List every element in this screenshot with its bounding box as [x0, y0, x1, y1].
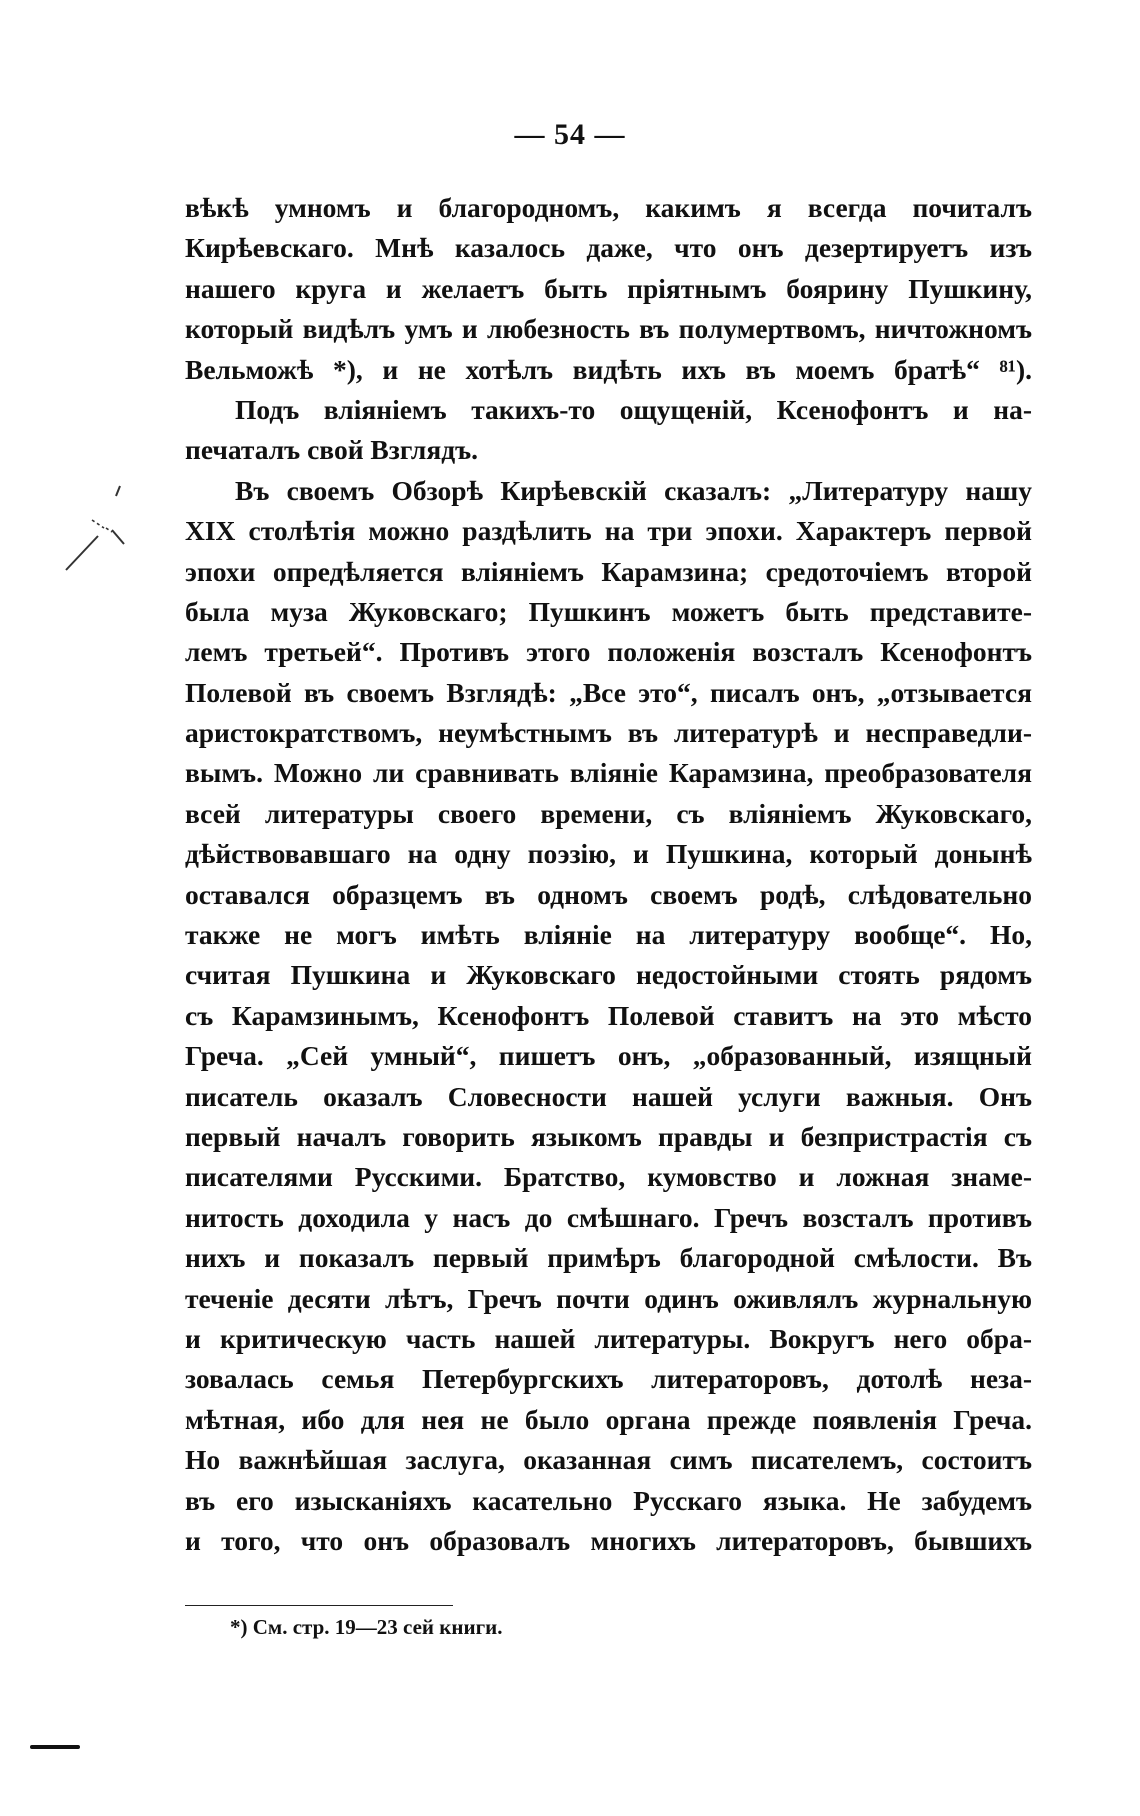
- text-line: зовалась семья Петербургскихъ литераторовъ, дотолѣ неза-: [185, 1363, 1032, 1395]
- text-line: мѣтная, ибо для нея не было органа прежде появленія Греча.: [185, 1403, 1032, 1435]
- text-line: эпохи опредѣляется вліяніемъ Карамзина; средоточіемъ второй: [185, 555, 1032, 587]
- text-line: вымъ. Можно ли сравнивать вліяніе Карамзина, преобразователя: [185, 757, 1032, 789]
- text-line: Въ своемъ Обзорѣ Кирѣевскій сказалъ: „Литературу нашу: [235, 474, 1032, 506]
- text-line: и того, что онъ образовалъ многихъ литераторовъ, бывшихъ: [185, 1524, 1032, 1556]
- text-line: аристократствомъ, неумѣстнымъ въ литературѣ и несправедли-: [185, 717, 1032, 749]
- text-line: печаталъ свой Взглядъ.: [185, 434, 479, 466]
- text-line: первый началъ говорить языкомъ правды и безпристрастія съ: [185, 1120, 1032, 1152]
- text-line: теченіе десяти лѣтъ, Гречъ почти одинъ оживлялъ журнальную: [185, 1282, 1032, 1314]
- text-line: XIX столѣтія можно раздѣлить на три эпохи. Характеръ первой: [185, 515, 1032, 547]
- page-edge-mark: [30, 1745, 80, 1749]
- text-line: нашего круга и желаетъ быть пріятнымъ боярину Пушкину,: [185, 272, 1032, 304]
- footnote-rule: [185, 1605, 453, 1606]
- text-line: писатель оказалъ Словесности нашей услуги важныя. Онъ: [185, 1080, 1032, 1112]
- text-line: Подъ вліяніемъ такихъ-то ощущеній, Ксенофонтъ и на-: [235, 393, 1032, 425]
- text-line: дѣйствовавшаго на одну поэзію, и Пушкина, который донынѣ: [185, 838, 1032, 870]
- text-line: въ его изысканіяхъ касательно Русскаго языка. Не забудемъ: [185, 1484, 1032, 1516]
- text-line: нихъ и показалъ первый примѣръ благородной смѣлости. Въ: [185, 1242, 1032, 1274]
- text-line: писателями Русскими. Братство, кумовство и ложная знаме-: [185, 1161, 1032, 1193]
- text-line: Греча. „Сей умный“, пишетъ онъ, „образованный, изящный: [185, 1040, 1032, 1072]
- text-line: вѣкѣ умномъ и благородномъ, какимъ я всегда почиталъ: [185, 192, 1032, 223]
- text-line: лемъ третьей“. Противъ этого положенія возсталъ Ксенофонтъ: [185, 636, 1032, 668]
- text-line: была муза Жуковскаго; Пушкинъ можетъ быть представите-: [185, 595, 1032, 627]
- text-line: который видѣлъ умъ и любезность въ полумертвомъ, ничтожномъ: [185, 313, 1032, 345]
- text-line: нитость доходила у насъ до смѣшнаго. Гречъ возсталъ противъ: [185, 1201, 1032, 1233]
- text-line: считая Пушкина и Жуковскаго недостойными стоять рядомъ: [185, 959, 1032, 991]
- text-line: Вельможѣ *), и не хотѣлъ видѣть ихъ въ моемъ братѣ“ ⁸¹).: [185, 353, 1032, 385]
- margin-pencil-mark: [60, 478, 140, 574]
- text-line: и критическую часть нашей литературы. Вокругъ него обра-: [185, 1322, 1032, 1354]
- page-number: — 54 —: [514, 118, 626, 151]
- text-line: оставался образцемъ въ одномъ своемъ родѣ, слѣдовательно: [185, 878, 1032, 910]
- text-line: Кирѣевскаго. Мнѣ казалось даже, что онъ дезертируетъ изъ: [185, 232, 1032, 264]
- text-line: всей литературы своего времени, съ вліяніемъ Жуковскаго,: [185, 797, 1032, 829]
- text-line: Но важнѣйшая заслуга, оказанная симъ писателемъ, состоитъ: [185, 1444, 1032, 1476]
- body-text: [185, 188, 1032, 1561]
- footnote: *) См. стр. 19—23 сей книги.: [230, 1615, 503, 1639]
- text-line: съ Карамзинымъ, Ксенофонтъ Полевой ставитъ на это мѣсто: [185, 999, 1032, 1031]
- text-line: также не могъ имѣть вліяніе на литературу вообще“. Но,: [185, 919, 1032, 951]
- text-line: Полевой въ своемъ Взглядѣ: „Все это“, писалъ онъ, „отзывается: [185, 676, 1032, 708]
